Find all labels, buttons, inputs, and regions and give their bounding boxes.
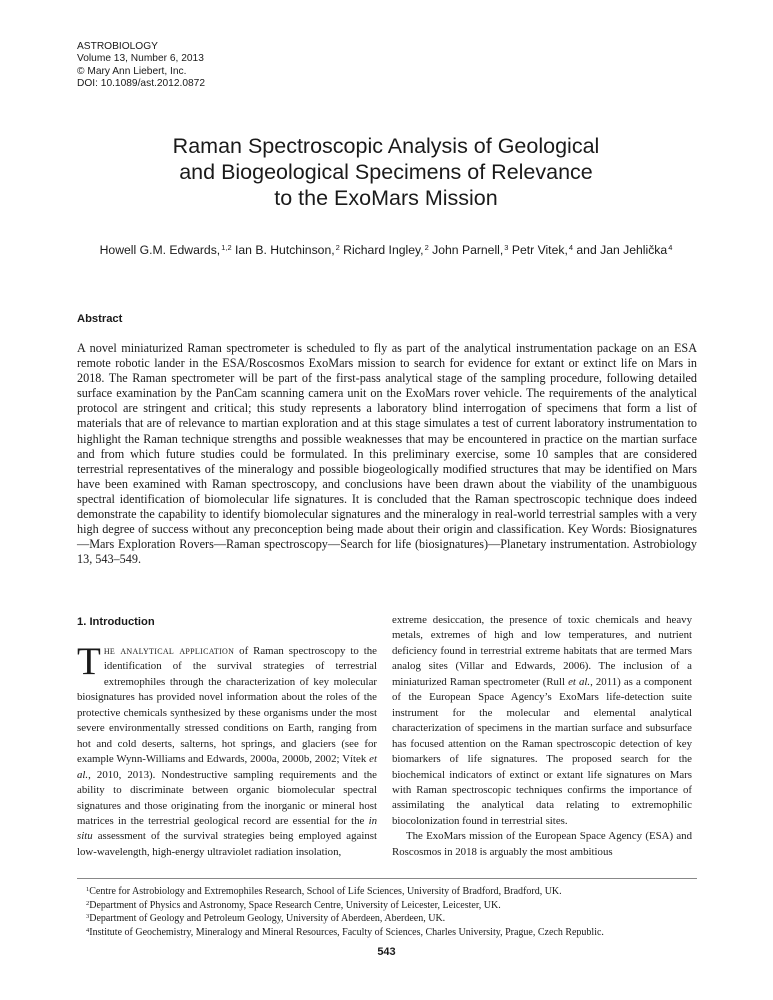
footnote-divider [77,878,697,879]
footnote: $^4$Institute of Geochemistry, Mineralogy and Mineral Resources, Faculty of Sciences, Charles University, Prague, Czech Republic. [86,927,604,939]
lead-in-text: he analytical application [103,645,235,657]
author: Ian B. Hutchinson,$^2$ [235,243,340,257]
drop-cap: T [77,640,101,683]
footnote: $^3$Department of Geology and Petroleum Geology, University of Aberdeen, Aberdeen, UK. [86,913,446,925]
footnote: $^1$Centre for Astrobiology and Extremophiles Research, School of Life Sciences, University of Bradford, Bradford, UK. [86,886,562,897]
author: John Parnell,$^3$ [432,243,509,257]
author-list [40,243,732,257]
doi-line: DOI: 10.1089/ast.2012.0872 [77,78,206,90]
paragraph: The ExoMars mission of the European Space Agency (ESA) and Roscosmos in 2018 is arguably the most ambitious [392,830,692,858]
journal-name: ASTROBIOLOGY [77,41,158,52]
author: and Jan Jehlička$^4$ [576,243,673,257]
title-line: to the ExoMars Mission [274,186,498,210]
page-number: 543 [377,946,396,958]
author: Petr Vitek,$^4$ [511,243,573,257]
title-line: and Biogeological Specimens of Relevance [179,160,593,184]
abstract-body: A novel miniaturized Raman spectrometer is scheduled to fly as part of the analytical instrumentation package on an ESA remote robotic lander in the ESA/Roscosmos ExoMars mission to search for evidence for extant or extinct life on Mars in 2018. The Raman spectrometer will be part of the first-pass analytical stage of the sampling procedure, following detailed surface examination by the PanCam scanning camera unit on the ExoMars rover vehicle. The requirements of the analytical protocol are stringent and critical; this study represents a laboratory blind interrogation of specimens that form a list of materials that are of relevance to martian exploration and at this stage simulates a test of current laboratory instrumentation to highlight the Raman technique strengths and possible weaknesses that may be encountered in practice on the martian surface and from which future studies could be formulated. In this preliminary exercise, some 10 samples that are considered terrestrial representatives of the mineralogy and possible biogeologically modified structures that may be identified on Mars have been examined with Raman spectroscopy, and conclusions have been drawn about the viability of the unambiguous spectral identification of biomolecular life signatures. It is concluded that the Raman spectroscopic technique does indeed demonstrate the capability to identify biomolecular signatures and the mineralogy in real-world terrestrial samples with a very high degree of success without any preconception being made about their origin and classification. Key Words: Biosignatures—Mars Exploration Rovers—Raman spectroscopy—Search for life (biosignatures)—Planetary instrumentation. Astrobiology 13, 543–549. [77,341,697,567]
title-line: Raman Spectroscopic Analysis of Geological [172,134,600,158]
paragraph: The analytical application of Raman spectroscopy to the identification of the survival strategies of terrestrial extremophiles through the characterization of key molecular biosignatures has provided novel information about the roles of the protective chemicals synthesized by these organisms under the most severe environmentally stressed conditions on Earth, ranging from hot and cold deserts, salterns, hot springs, and glaciers (see for example Wynn-Williams and Edwards, 2000a, 2000b, 2002; Vítek et al., 2010, 2013). Nondestructive sampling requirements and the ability to discriminate between organic biomolecular spectral signatures and those originating from the inorganic or mineral host matrices in the terrestrial geological record are essential for the in situ assessment of the survival strategies being employed against low-wavelength, high-energy ultraviolet radiation insolation, [77,640,377,858]
affiliation-footnotes [86,884,604,939]
section-heading-introduction: 1. Introduction [77,616,155,628]
copyright-line: © Mary Ann Liebert, Inc. [77,65,187,77]
abstract-heading: Abstract [77,313,123,325]
footnote: $^2$Department of Physics and Astronomy, Space Research Centre, University of Leicester, Leicester, UK. [86,899,501,911]
right-column [392,613,692,860]
left-column [77,640,377,860]
author: Howell G.M. Edwards,$^{1,2}$ [99,243,232,257]
article-title [80,133,692,211]
journal-volume: Volume 13, Number 6, 2013 [77,53,204,65]
author: Richard Ingley,$^2$ [343,243,429,257]
paragraph: extreme desiccation, the presence of toxic chemicals and heavy metals, extremes of high and low temperatures, and nutrient deficiency found in terrestrial extreme habitats that are termed Mars analog sites (Villar and Edwards, 2006). The inclusion of a miniaturized Raman spectrometer (Rull et al., 2011) as a component of the European Space Agency’s ExoMars life-detection suite instrument for the molecular and elemental analytical characterization of specimens in the martian surface and subsurface has focused attention on the Raman spectroscopic detection of key biomarkers of life signatures. The proposed search for the biochemical indicators of extinct or extant life signatures on Mars with Raman spectroscopic techniques confirms the importance of assimilating the analytical data relating to extremophilic biocolonization found in terrestrial sites. [392,614,692,827]
journal-header [77,41,205,91]
